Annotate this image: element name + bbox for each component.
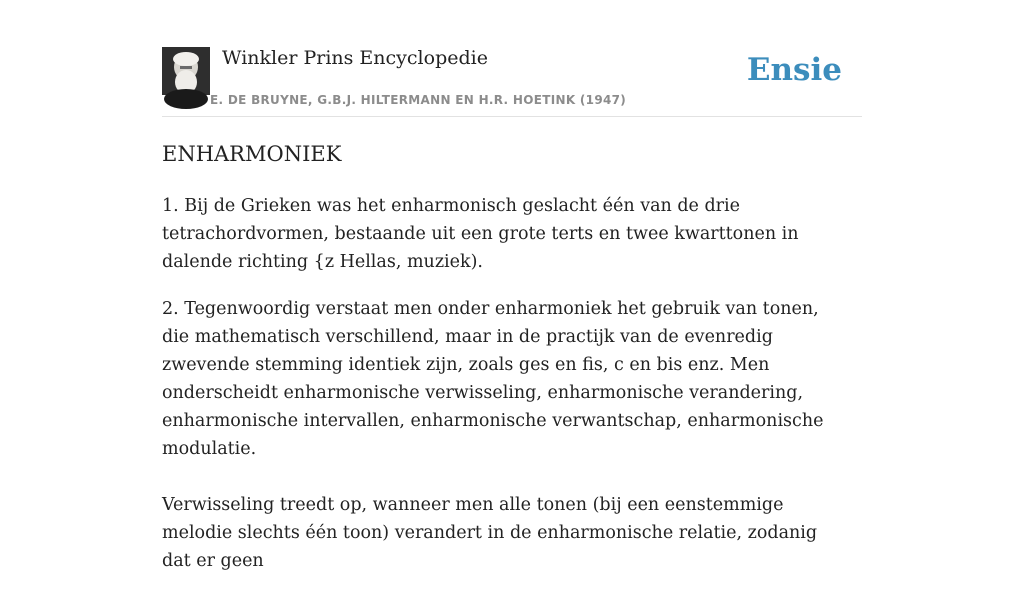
article-paragraph: Verwisseling treedt op, wanneer men alle tonen (bij een eenstemmige melodie slechts één toon) verandert in de enharmonische relatie, zodanig dat er geen bbox=[162, 495, 818, 571]
article-paragraph: 2. Tegenwoordig verstaat men onder enharmoniek het gebruik van tonen, die mathematisch verschillend, maar in de practijk van de evenredig zwevende stemming identiek zijn, zoals ges en fis, c en bis enz. Men onderscheidt enharmonische verwisseling, enharmonische verandering, enharmonische intervallen, enharmonische verwantschap, enharmonische modulatie. bbox=[162, 299, 824, 459]
portrait-icon bbox=[162, 47, 210, 95]
article-content bbox=[162, 137, 842, 594]
article-paragraph: 1. Bij de Grieken was het enharmonisch geslacht één van de drie tetrachordvormen, bestaande uit een grote terts en twee kwarttonen in dalende richting {z Hellas, muziek). bbox=[162, 196, 799, 272]
author-avatar bbox=[162, 47, 210, 95]
brand-logo[interactable]: Ensie bbox=[746, 52, 842, 88]
site-title[interactable]: Winkler Prins Encyclopedie bbox=[222, 47, 488, 69]
author-byline: E. DE BRUYNE, G.B.J. HILTERMANN EN H.R. HOETINK (1947) bbox=[210, 93, 627, 107]
article-title: ENHARMONIEK bbox=[162, 142, 342, 166]
page-header bbox=[162, 46, 862, 117]
